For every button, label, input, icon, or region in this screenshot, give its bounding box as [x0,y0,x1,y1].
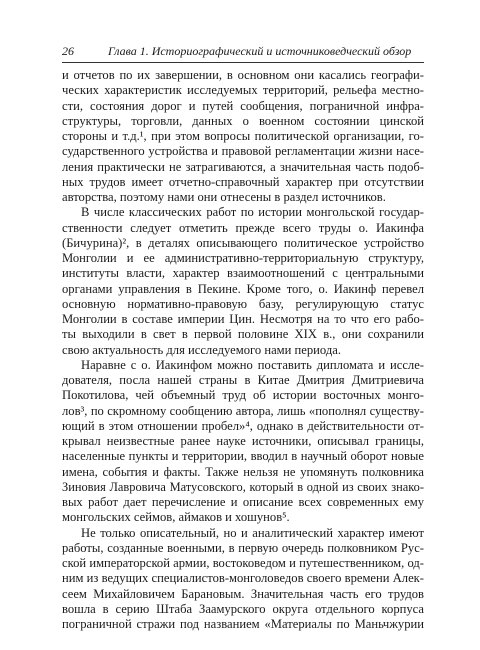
text-line: авторства, поэтому нами они отнесены в раздел источников. [62,190,386,204]
page-number: 26 [62,44,74,58]
text-line: стороны и т.д.¹, при этом вопросы политической организации, го- [62,129,424,143]
text-line: Монголии в составе империи Цин. Несмотря на то что его рабо- [62,312,424,326]
text-line: крывал неизвестные ранее науке источники, описывал границы, [62,434,424,448]
text-line: дователя, посла нашей страны в Китае Дмитрия Дмитриевича [62,373,424,387]
text-line: Монголии и ее административно-территориальную структуру, [62,251,424,265]
text-line: сти, состояния дорог и путей сообщения, пограничной инфра- [62,98,424,113]
text-line: ним из ведущих специалистов-монголоведов своего времени Алек- [62,571,424,586]
header-divider [62,62,424,63]
text-line: ных трудов имеет отчетно-справочный характер при отсутствии [62,174,424,189]
paragraph [62,68,424,205]
text-line: Зиновия Лавровича Матусовского, который в одной из своих знако- [62,479,424,494]
text-line: лов³, по скромному сообщению автора, лишь «пополнял существу- [62,403,424,418]
text-line: ления практически не затрагиваются, а значительная часть подоб- [62,159,424,174]
text-line: населенные пункты и территории, вводил в научный оборот новые [62,449,424,464]
text-line: ческих характеристик исследуемых территорий, рельефа местно- [62,83,424,98]
text-line: В числе классических работ по истории монгольской государ- [81,205,424,220]
text-line: сударственного устройства и правовой регламентации жизни насе- [62,144,424,159]
text-line: ющий в этом отношении пробел»⁴, однако в действительности от- [62,418,424,433]
text-line: сеем Михайловичем Барановым. Значительная часть его трудов [62,586,424,601]
text-line: имена, события и факты. Также нельзя не упомянуть полковника [62,464,424,479]
text-line: вых работ дает перечисление и описание всех современных ему [62,495,424,509]
text-line: ты выходили в свет в первой половине XIX в., они сохранили [62,327,424,342]
text-line: Покотилова, чей объемный труд об истории восточных монго- [62,388,424,403]
text-line: (Бичурина)², в деталях описывающего политическое устройство [62,235,424,250]
text-line: свою актуальность для исследуемого нами периода. [62,342,341,357]
paragraph [62,358,424,526]
text-line: Наравне с о. Иакинфом можно поставить дипломата и иссле- [81,357,424,372]
text-line: пограничной стражи под названием «Материалы по Маньчжурии [62,617,424,631]
text-line: монгольских сеймов, аймаков и хошунов⁵. [62,510,290,525]
running-header [62,44,424,62]
paragraph [62,205,424,358]
chapter-title: Глава 1. Историографический и источниковедческий обзор [108,44,412,58]
text-line: институты власти, характер взаимоотношений с центральными [62,266,424,281]
text-line: органами управления в Пекине. Кроме того, о. Иакинф перевел [62,281,424,296]
text-line: ственности следует отметить прежде всего труды о. Иакинфа [62,220,424,235]
paragraph [62,526,424,633]
body-text [62,68,424,632]
text-line: ской императорской армии, востоковедом и путешественником, од- [62,556,424,570]
text-line: Не только описательный, но и аналитический характер имеют [81,525,424,540]
text-line: вошла в серию Штаба Заамурского округа отдельного корпуса [62,601,424,616]
text-line: структуры, торговли, данных о военном состоянии цинской [62,113,424,128]
text-line: и отчетов по их завершении, в основном они касались географи- [62,68,424,82]
text-line: основную нормативно-правовую базу, регулирующую статус [62,296,424,311]
text-line: работы, созданные военными, в первую очередь полковником Рус- [62,540,424,555]
